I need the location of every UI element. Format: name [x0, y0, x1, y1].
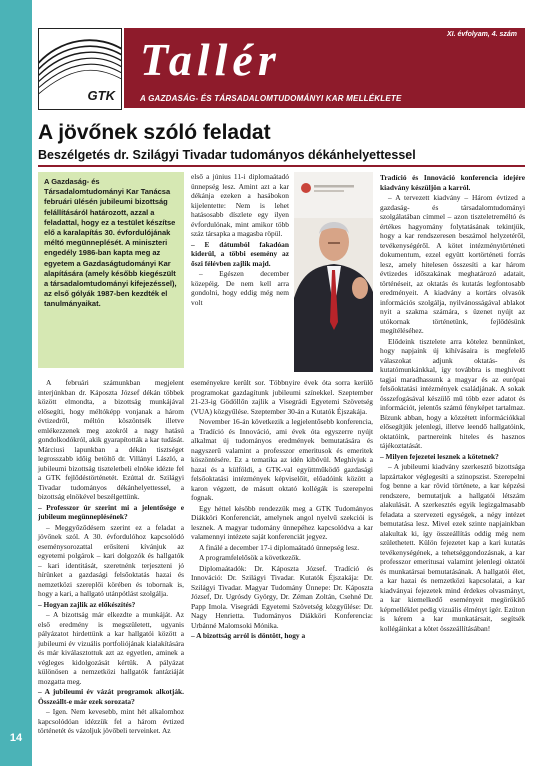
article-title: A jövőnek szóló feladat	[38, 121, 271, 144]
paragraph: első a június 11-i diplomaátadó ünnepség lesz. Amint azt a kar dékánja ezeken a hasábokon kijelentette: Nem is lehet hatásosabb díszlete egy ilyen évfordulónak, mint amikor több száz társapka a magasba röpül.	[191, 172, 289, 238]
question: – Milyen fejezetei lesznek a kötetnek?	[380, 451, 499, 461]
paragraph: A februári számunkban megjelent interjúnkban dr. Káposzta József dékán többek között elmondta, a bizottság munkájával elősegíti, hogy méltóképp vonjanak a három évtizedről, méltón köszöntsék illetve emlékezzenek meg azokról a nagy hatású gondolkodókról, akik gyarapították a kar tudását. Márciusi lapunkban a dékán tisztséget legrosszabb időig betöltő dr. Villányi László, a jubileumi bizottság tiszteletbeli elnöke idézte fel a GTK fejlődéstörténetét. Ezúttal dr. Szilágyi Tivadar tudományos dékánhelyettessel, a bizottság elnökével beszélgettünk.	[38, 378, 184, 501]
paragraph: Diplomaátadók: Dr. Káposzta József. Tradíció és Innováció: Dr. Szilágyi Tivadar. Kutatók Éjszakája: Dr. Szilágyi Tivadar. Magyar Tudomány Ünnepe: Dr. Káposzta József, Dr. Ugrósdy György, Dr. Zéman Zoltán, Csehné Dr. Papp Imola. Visegrádi Egyetemi Szövetség közgyűlése: Dr. Nagy Henrietta. Tudományos Diákköri Konferencia: Urbánné Malomsoki Mónika.	[191, 563, 373, 630]
lead-box	[38, 172, 184, 368]
title-rule	[38, 165, 525, 167]
masthead-subtitle: A GAZDASÁG- ÉS TÁRSADALOMTUDOMÁNYI KAR MELLÉKLETE	[140, 94, 402, 103]
paragraph: November 16-án következik a legjelentősebb konferencia, a Tradíció és Innováció, ami évek óta egyszerre nyújt alkalmat új tudományos eredmények bemutatására és nagyszerű valamint a professzor emeritusok és emeritek köszöntésére. Ez a tematika az idén kibővül. Meghívjuk a hazai és a külföldi, a GTK-val együttműködő gazdasági felsőoktatási intézmények képviselőit, előadóink között a karon végzett, de másutt oktató kollégák is szerepelni fognak.	[191, 417, 373, 502]
column-1	[38, 378, 184, 737]
paragraph: – Egészen december közepéig. De nem kell arra gondolni, hogy eddig még nem volt	[191, 269, 289, 307]
question: – A bizottság arról is döntött, hogy a	[191, 631, 306, 640]
paragraph: – A bizottság már elkezdte a munkáját. Az első eredmény is megszületett, ugyanis pályázatot hirdettünk a kar hallgatói között a jubileumi év vizuális portfoliójának kialakítására és már kiválasztottuk azt az egyetlen, aminek a végleges kidolgozását kértük. A pályázat különösen a nemzetközi hallgatók fantáziáját mozgatta meg.	[38, 610, 184, 686]
article-subtitle: Beszélgetés dr. Szilágyi Tivadar tudományos dékánhelyettessel	[38, 148, 416, 162]
paragraph: eseményekre került sor. Többnyire évek óta sorra kerülő programokat gazdagítunk jubileumi színekkel. Szeptember 21-23-ig Gödöllőn zajlik a Visegrádi Egyetemi Szövetség (VUA) közgyűlése. Szeptember 30-án a Kutatók Éjszakája.	[191, 378, 373, 416]
lead-text: A Gazdaság- és Társadalomtudományi Kar Tanácsa februári ülésén jubileumi bizottság felállításáról határozott, azzal a feladattal, hogy ez a testület készítse elő a karalapítás 30. évfordulójának méltó megünneplését. A miniszteri engedély 1986-ban kapta meg az egyetem a Gazdaságtudományi Kar alapítására (amely később kiegészült a társadalomtudományi kifejezéssel), az első gólyák 1987-ben kezdték el tanulmányaikat.	[44, 177, 177, 309]
masthead-title: Tallér	[140, 34, 281, 85]
paragraph: – Meggyőződésem szerint ez a feladat a jövőnek szól. A 30. évfordulóhoz kapcsolódó eseménysorozattal erősíteni kívánjuk az egyetemi polgárok – kari dolgozók és hallgatók – kari identitását, szeretnénk terjeszteni jó hírünket a gazdasági felsőoktatás hazai és nemzetközi szereplői körében és tobornak is, hogy a kari, a hallgató utánpótlást szolgálja.	[38, 522, 184, 598]
portrait-photo	[294, 172, 373, 372]
masthead-banner	[124, 28, 525, 108]
question: Tradíció és Innováció konferencia idejére kiadvány készüljön a karról.	[380, 173, 525, 192]
paragraph: Egy héttel később rendezzük meg a GTK Tudományos Diákköri Konferenciát, amelynek angol nyelvű szekciói is lesznek. A magyar tudomány ünnepéhez kapcsolódva a kar valamennyi intézete saját konferenciát jegyez.	[191, 503, 373, 541]
question: – A jubileumi év vázát programok alkotják. Összeállt-e már ezek sorozata?	[38, 687, 184, 706]
question: – Professzor úr szerint mi a jelentősége e jubileum megünneplésének?	[38, 502, 184, 521]
paragraph: A finálé a december 17-i diplomaátadó ünnepség lesz.	[199, 542, 360, 552]
paragraph: Elődeink tisztelete arra kötelez bennünket, hogy napjaink új kihívásaira is megfelelő válaszokat adjunk oktatás- és kutatómunkánkkal, így továbbra is meghívott tagjai maradhassunk a magyar és az európai felsőoktatási intézmények családjának. A sokak összefogásával készülő mű több ezer adatot és információt, jelentős számú fényképet tartalmaz. Bízunk abban, hogy a közzétett információkkal elősegítjük jelenlegi, illetve leendő hallgatóink, oktatóink, partnereink hiteles és hasznos tájékoztatását.	[380, 336, 525, 450]
speaker-photo-icon	[294, 172, 373, 372]
gtk-logo	[38, 28, 122, 110]
page-number: 14	[9, 732, 23, 744]
column-2	[191, 172, 289, 308]
logo-text: GTK	[87, 88, 115, 103]
column-3	[191, 378, 373, 642]
side-color-strip	[0, 0, 32, 766]
question: – Hogyan zajlik az előkészítés?	[38, 599, 136, 609]
question: – E dátumból fakadóan kiderül, a többi esemény az őszi félévben zajlik majd.	[191, 239, 289, 268]
paragraph: – A jubileumi kiadvány szerkesztő bizottsága lapzártakor véglegesíti a szinopszist. Szerepelni fog benne a kar rövid története, a kar képzési rendszere, bemutatjuk a hallgatói létszám alakulását. A szerkesztés egyik legizgalmasabb feladata a szervezeti egységek, a négy intézet bemutatása lesz. Mivel ezek szinte napjainkban alakultak ki, így összeállítás oddig még nem születhetett. Külön fejezetet kap a kari kutatás tevékenységének, a tehetséggondozásnak, a kar professzor emeritusai valamint jelenlegi oktatói és munkatársai bemutatásának. A hallgatói élet, a kar hazai és nemzetközi kapcsolatai, a kar kiadványai fejezetek mind érdekes olvasmányt, a kar kiemelkedő eseményeit megörökítő képmelléklet pedig vizuális élményt ígér. Ezúton is kérem a kar munkatársait, segítsék kollégáinkat a kötet összeállításában!	[380, 462, 525, 633]
paragraph: A programfelelősök a következők.	[199, 553, 301, 562]
issue-label: XI. évfolyam, 4. szám	[446, 31, 517, 38]
paragraph: – Igen. Nem kevesebb, mint hét alkalomhoz kapcsolódóan idézzük fel a három évtized történetét és vázoljuk jövőbeli terveinket. Az	[38, 707, 184, 735]
column-4	[380, 172, 525, 634]
paragraph: – A tervezett kiadvány – Három évtized a gazdaság- és társadalomtudományi szolgálatában címmel – azon tiszteletreméltó és értékes hagyomány folytatásának tekintjük, hogy a kar rendszeresen beszámol helyzetéről, tevékenységéről. A kötet intézménytörténeti dokumentum, ezzel együtt kortörténeti forrás lesz, amely hitelesen összesíti a kar három évtizedes időszakának meghatározó adatait, történéseit, az oktatás és kutatás legfontosabb eredményeit. A kiadvány a kortárs olvasók információs szolgálja, nyilvánosságával ablakot nyit a szakma számára, s üzenet nyújt az utókornak történetünk, fejlődésünk megítéléséhez.	[380, 193, 525, 335]
